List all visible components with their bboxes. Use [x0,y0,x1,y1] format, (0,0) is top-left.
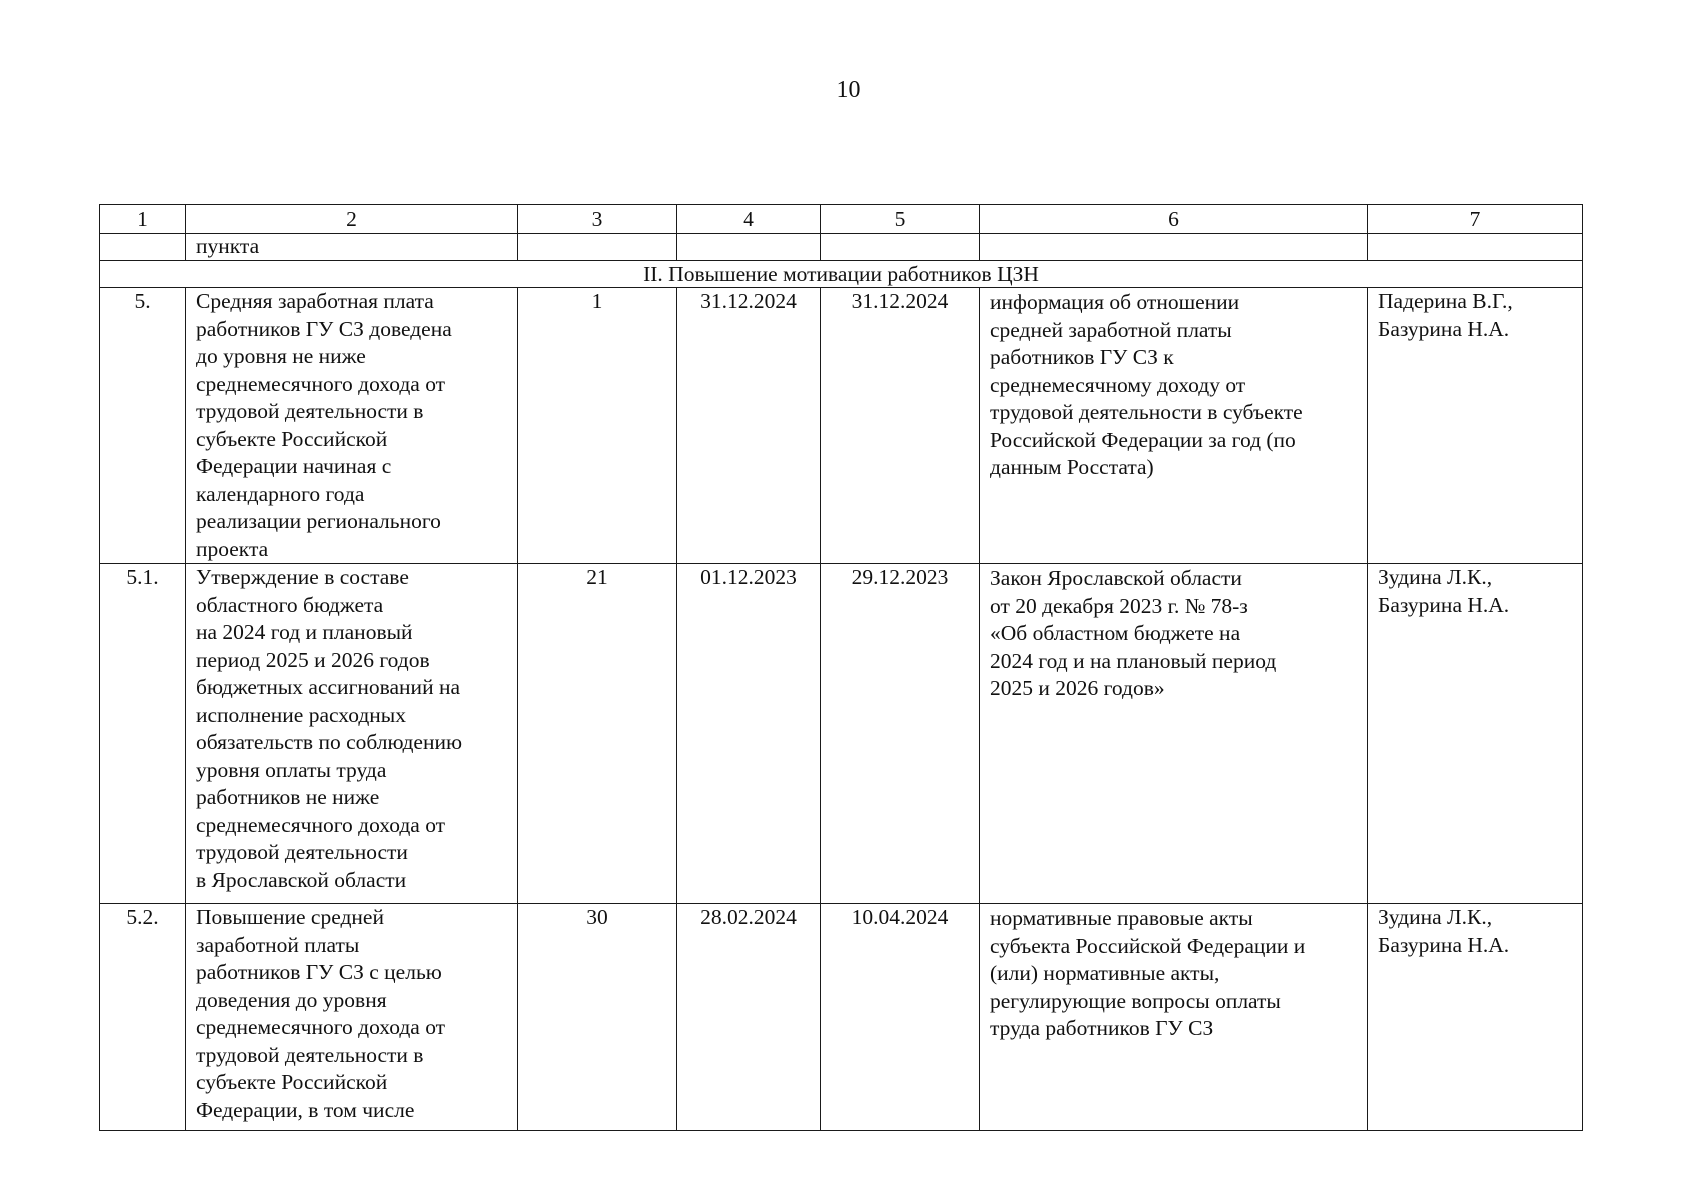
item-start-date: 01.12.2023 [677,564,821,904]
item-number: 5. [100,288,186,564]
table-row [100,564,1583,904]
continuation-text: пункта [186,234,518,261]
item-name: Повышение средней заработной платы работников ГУ СЗ с целью доведения до уровня среднемесячного дохода от трудовой деятельности в субъекте Российской Федерации, в том числе [186,904,518,1131]
item-responsible: Падерина В.Г., Базурина Н.А. [1368,288,1583,564]
continuation-cell-4 [677,234,821,261]
column-number-row [100,205,1583,234]
plan-table [99,204,1583,1131]
item-number: 5.2. [100,904,186,1131]
item-name: Средняя заработная плата работников ГУ СЗ доведена до уровня не ниже среднемесячного дохода от трудовой деятельности в субъекте Российской Федерации начиная с календарного года реализации регионального проекта [186,288,518,564]
item-end-date: 31.12.2024 [821,288,980,564]
item-duration: 30 [518,904,677,1131]
item-start-date: 28.02.2024 [677,904,821,1131]
continuation-cell-3 [518,234,677,261]
column-number-3: 3 [518,205,677,234]
item-number: 5.1. [100,564,186,904]
column-number-7: 7 [1368,205,1583,234]
section-title: II. Повышение мотивации работников ЦЗН [100,261,1583,288]
item-end-date: 29.12.2023 [821,564,980,904]
continuation-cell-5 [821,234,980,261]
item-document: нормативные правовые акты субъекта Российской Федерации и (или) нормативные акты, регулирующие вопросы оплаты труда работников ГУ СЗ [980,904,1368,1131]
column-number-6: 6 [980,205,1368,234]
item-start-date: 31.12.2024 [677,288,821,564]
table-row [100,904,1583,1131]
section-row [100,261,1583,288]
column-number-1: 1 [100,205,186,234]
continuation-cell-6 [980,234,1368,261]
item-end-date: 10.04.2024 [821,904,980,1131]
continuation-cell-1 [100,234,186,261]
item-responsible: Зудина Л.К., Базурина Н.А. [1368,564,1583,904]
item-document: Закон Ярославской области от 20 декабря 2023 г. № 78-з «Об областном бюджете на 2024 год и на плановый период 2025 и 2026 годов» [980,564,1368,904]
item-responsible: Зудина Л.К., Базурина Н.А. [1368,904,1583,1131]
column-number-2: 2 [186,205,518,234]
item-duration: 21 [518,564,677,904]
item-name: Утверждение в составе областного бюджета на 2024 год и плановый период 2025 и 2026 годов бюджетных ассигнований на исполнение расходных обязательств по соблюдению уровня оплаты труда работников не ниже среднемесячного дохода от трудовой деятельности в Ярославской области [186,564,518,904]
continuation-row [100,234,1583,261]
item-duration: 1 [518,288,677,564]
continuation-cell-7 [1368,234,1583,261]
page-number: 10 [836,77,861,103]
item-document: информация об отношении средней заработной платы работников ГУ СЗ к среднемесячному доходу от трудовой деятельности в субъекте Российской Федерации за год (по данным Росстата) [980,288,1368,564]
column-number-4: 4 [677,205,821,234]
table-row [100,288,1583,564]
column-number-5: 5 [821,205,980,234]
